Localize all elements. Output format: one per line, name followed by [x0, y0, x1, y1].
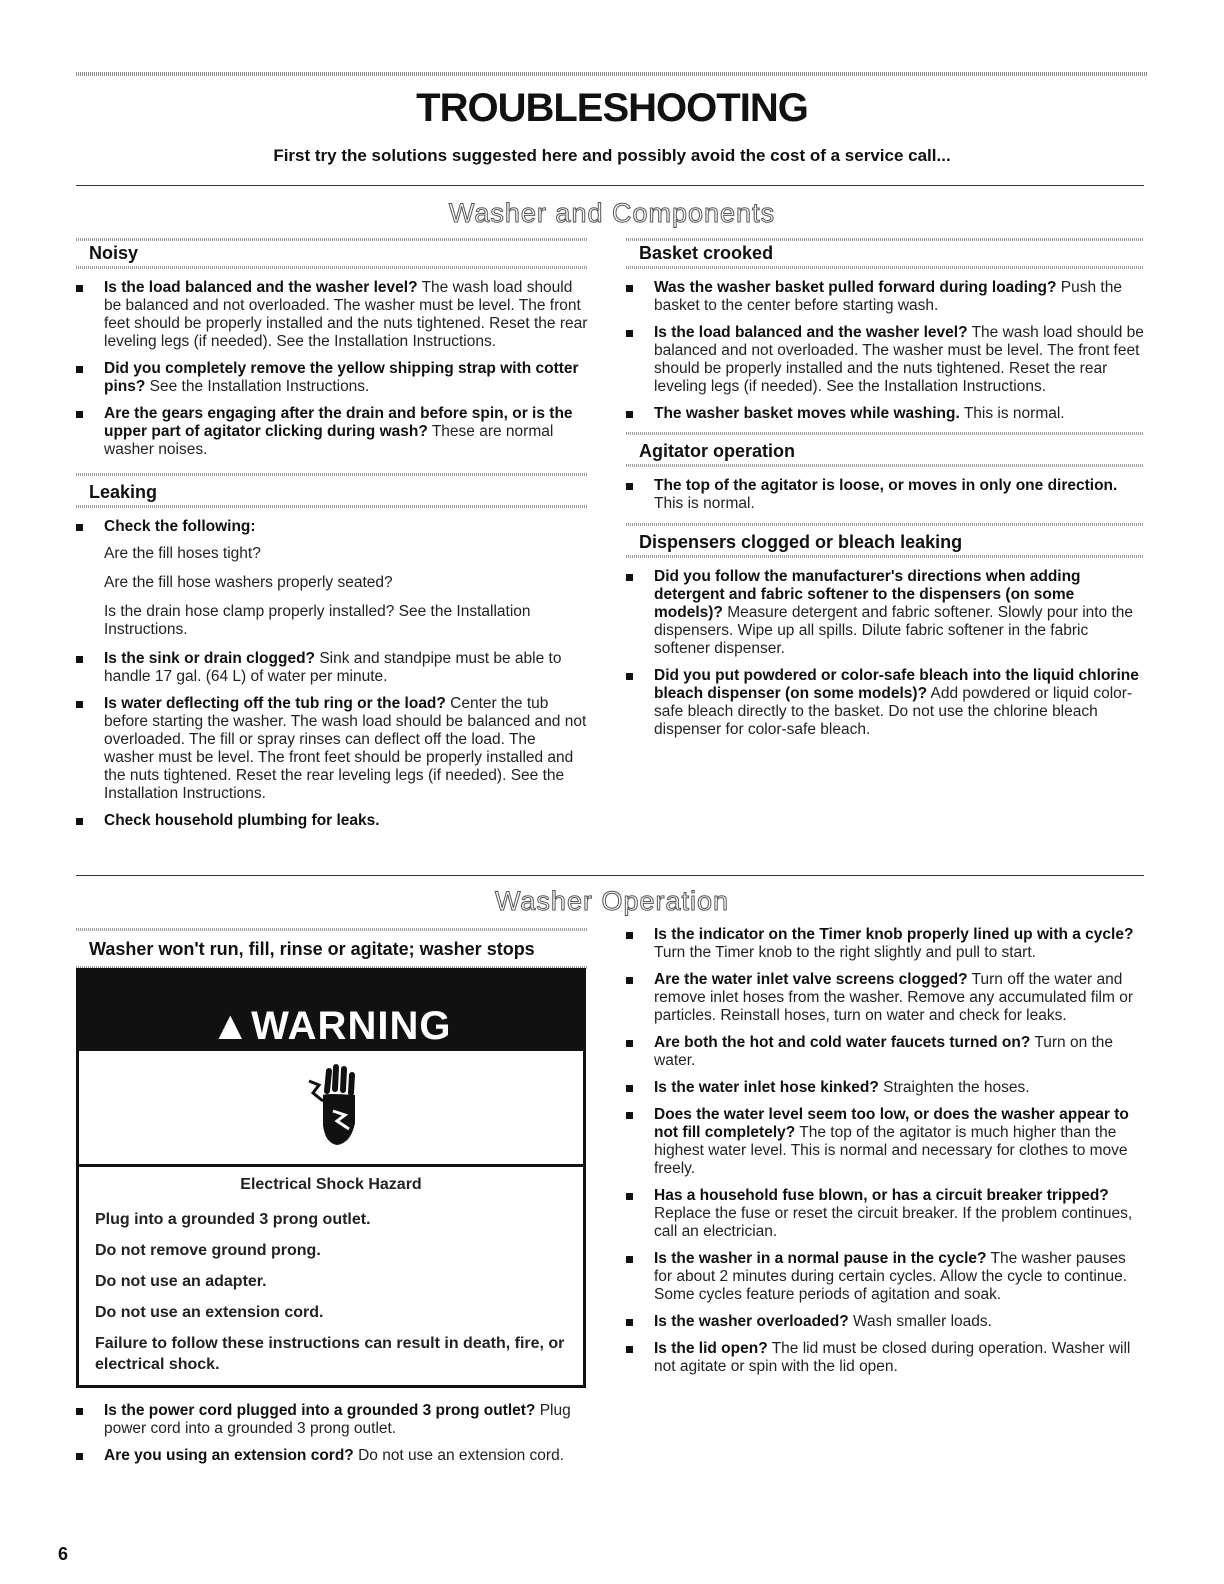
- warning-box: [76, 968, 586, 1388]
- list-item: The top of the agitator is loose, or moves in only one direction. This is normal.: [626, 477, 1144, 513]
- warning-title: Electrical Shock Hazard: [240, 1176, 422, 1193]
- list-item: Does the water level seem too low, or does the washer appear to not fill completely? The top of the agitator is much higher than the highest water level. This is normal and necessary for clothes to move freely.: [626, 1106, 1144, 1178]
- list-item: Is the load balanced and the washer level? The wash load should be balanced and not overloaded. The washer must be level. The front feet should be properly installed and the nuts tightened. Reset the rear leveling legs (if needed). See the Installation Instructions.: [626, 324, 1144, 396]
- list-item: Is the washer overloaded? Wash smaller loads.: [626, 1313, 1144, 1331]
- list-item: Did you follow the manufacturer's directions when adding detergent and fabric softener to the dispensers (on some models)? Measure detergent and fabric softener. Slowly pour into the dispensers. Wipe up all spills. Dilute fabric softener in the fabric softener dispenser.: [626, 568, 1144, 658]
- warning-header: ▲WARNING: [79, 971, 583, 1051]
- list-item: Are you using an extension cord? Do not use an extension cord.: [76, 1447, 588, 1465]
- operation-list: [626, 926, 1144, 1376]
- list-item: Is the lid open? The lid must be closed during operation. Washer will not agitate or spin with the lid open.: [626, 1340, 1144, 1376]
- leaking-heading: Leaking: [89, 482, 158, 502]
- power-list: [76, 1402, 588, 1465]
- list-item: Is the power cord plugged into a grounded 3 prong outlet? Plug power cord into a grounded 3 prong outlet.: [76, 1402, 588, 1438]
- top-dotted-rule: [76, 72, 1148, 76]
- washer-wont-run-heading: Washer won't run, fill, rinse or agitate; washer stops: [89, 939, 535, 959]
- right-column-components: [626, 238, 1144, 748]
- noisy-list: [76, 279, 588, 459]
- check-item: Is the drain hose clamp properly installed? See the Installation Instructions.: [104, 603, 531, 638]
- dotted-rule: [76, 473, 588, 476]
- warning-separator: [79, 1164, 583, 1167]
- warning-line: Do not use an extension cord.: [95, 1304, 324, 1321]
- warning-triangle-icon: ▲: [210, 1004, 252, 1048]
- dotted-rule: [626, 432, 1144, 435]
- noisy-heading: Noisy: [89, 243, 139, 263]
- dotted-rule: [76, 266, 588, 269]
- leaking-check-list: [76, 518, 588, 536]
- list-item: Is the load balanced and the washer level? The wash load should be balanced and not overloaded. The washer must be level. The front feet should be properly installed and the nuts tightened. Reset the rear leveling legs (if needed). See the Installation Instructions.: [76, 279, 588, 351]
- list-item: Has a household fuse blown, or has a circuit breaker tripped? Replace the fuse or reset the circuit breaker. If the problem continues, call an electrician.: [626, 1187, 1144, 1241]
- dispensers-heading: Dispensers clogged or bleach leaking: [639, 532, 963, 552]
- list-item: The washer basket moves while washing. This is normal.: [626, 405, 1144, 423]
- page-number: 6: [58, 1544, 69, 1564]
- dotted-rule: [626, 523, 1144, 526]
- page-subtitle: First try the solutions suggested here and possibly avoid the cost of a service call...: [273, 146, 951, 165]
- warning-line: Do not remove ground prong.: [95, 1242, 321, 1259]
- basket-heading: Basket crooked: [639, 243, 774, 263]
- dotted-rule: [626, 555, 1144, 558]
- basket-list: [626, 279, 1144, 423]
- list-item: Is the indicator on the Timer knob properly lined up with a cycle? Turn the Timer knob to the right slightly and pull to start.: [626, 926, 1144, 962]
- electric-shock-hand-icon: [299, 1063, 369, 1153]
- list-item: Is water deflecting off the tub ring or the load? Center the tub before starting the washer. The wash load should be balanced and not overloaded. The fill or spray rinses can deflect off the load. The washer must be level. The front feet should be properly installed and the nuts tightened. Reset the rear leveling legs (if needed). See the Installation Instructions.: [76, 695, 588, 803]
- list-item: Check the following:: [76, 518, 588, 536]
- check-item: Are the fill hoses tight?: [104, 545, 261, 562]
- list-item: Are the gears engaging after the drain and before spin, or is the upper part of agitator clicking during wash? These are normal washer noises.: [76, 405, 588, 459]
- section-title-operation: Washer Operation: [494, 886, 730, 916]
- left-operation-list: [76, 1402, 588, 1474]
- section-title-components: Washer and Components: [448, 198, 776, 228]
- list-item: Is the washer in a normal pause in the cycle? The washer pauses for about 2 minutes during certain cycles. Allow the cycle to continue. Some cycles feature periods of agitation and soak.: [626, 1250, 1144, 1304]
- list-item: Did you completely remove the yellow shipping strap with cotter pins? See the Installation Instructions.: [76, 360, 588, 396]
- dotted-rule: [76, 505, 588, 508]
- list-item: Is the sink or drain clogged? Sink and standpipe must be able to handle 17 gal. (64 L) of water per minute.: [76, 650, 588, 686]
- list-item: Check household plumbing for leaks.: [76, 812, 588, 830]
- leaking-list: [76, 650, 588, 830]
- list-item: Are both the hot and cold water faucets turned on? Turn on the water.: [626, 1034, 1144, 1070]
- warning-line: Plug into a grounded 3 prong outlet.: [95, 1211, 371, 1228]
- dotted-rule: [626, 464, 1144, 467]
- section-rule-1: [76, 185, 1144, 186]
- agitator-list: [626, 477, 1144, 513]
- list-item: Are the water inlet valve screens clogged? Turn off the water and remove inlet hoses from the washer. Remove any accumulated film or particles. Reinstall hoses, turn on water and check for leaks.: [626, 971, 1144, 1025]
- page-title: TROUBLESHOOTING: [416, 86, 808, 130]
- section-rule-2: [76, 875, 1144, 876]
- left-column-components: [76, 238, 588, 839]
- left-column-operation: [76, 928, 588, 969]
- warning-line: Failure to follow these instructions can result in death, fire, or electrical shock.: [95, 1335, 565, 1373]
- warning-line: Do not use an adapter.: [95, 1273, 267, 1290]
- list-item: Was the washer basket pulled forward during loading? Push the basket to the center before starting wash.: [626, 279, 1144, 315]
- warning-lines: [95, 1209, 565, 1385]
- list-item: Did you put powdered or color-safe bleach into the liquid chlorine bleach dispenser (on some models)? Add powdered or liquid color-safe bleach directly to the basket. Do not use the chlorine bleach dispenser for color-safe bleach.: [626, 667, 1144, 739]
- dispensers-list: [626, 568, 1144, 739]
- right-column-operation: [626, 926, 1144, 1385]
- dotted-rule: [626, 266, 1144, 269]
- agitator-heading: Agitator operation: [639, 441, 795, 461]
- list-item: Is the water inlet hose kinked? Straighten the hoses.: [626, 1079, 1144, 1097]
- check-item: Are the fill hose washers properly seated?: [104, 574, 393, 591]
